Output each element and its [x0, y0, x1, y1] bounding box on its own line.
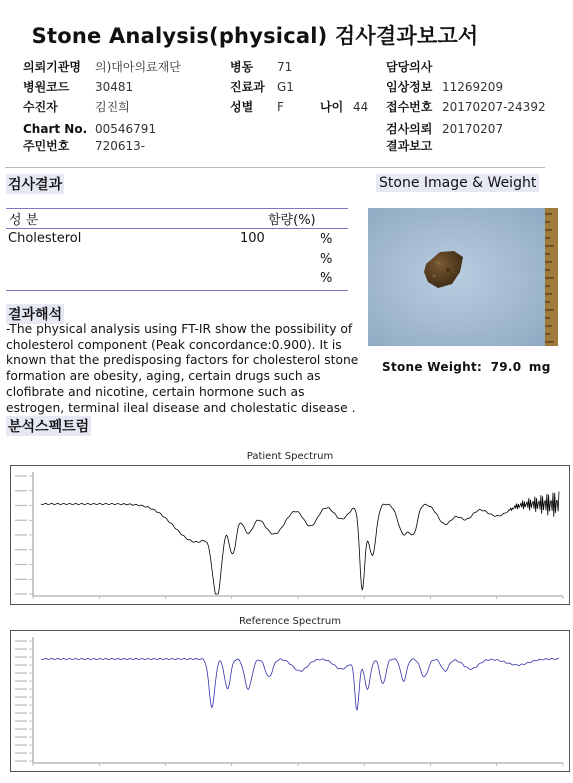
- report-date-label: 결과보고: [386, 139, 433, 153]
- stone-image-title: Stone Image & Weight: [376, 174, 539, 192]
- reference-spectrum-line: [41, 658, 559, 710]
- col-amount-header: 함량(%): [268, 213, 316, 228]
- result-row-3-unit: %: [320, 271, 333, 286]
- patient-spectrum-svg: [11, 466, 569, 604]
- clinical-info-value: 11269209: [442, 80, 504, 94]
- ward-value: 71: [277, 60, 293, 74]
- request-date-value: 20170207: [442, 122, 504, 136]
- age-label: 나이: [320, 100, 344, 114]
- stone-weight-value: 79.0: [490, 360, 522, 374]
- resident-no-label: 주민번호: [23, 139, 70, 153]
- results-header-rule: [6, 228, 348, 229]
- dept-value: G1: [277, 80, 294, 94]
- result-row-1-amount: 100: [240, 231, 265, 246]
- receipt-no-label: 접수번호: [386, 100, 433, 114]
- dept-label: 진료과: [230, 80, 265, 94]
- patient-spectrum-title: Patient Spectrum: [246, 451, 334, 462]
- result-row-1-component: Cholesterol: [8, 231, 82, 246]
- sex-value: F: [277, 100, 284, 114]
- chart-no-value: 00546791: [95, 122, 157, 136]
- reference-spectrum-plot: [10, 630, 570, 772]
- hospital-code-label: 병원코드: [23, 80, 70, 94]
- patient-value: 김진희: [95, 100, 130, 114]
- patient-spectrum-plot: [10, 465, 570, 605]
- institution-value: 의)대아의료재단: [95, 60, 181, 74]
- ward-label: 병동: [230, 60, 254, 74]
- stone-weight-unit: mg: [528, 360, 551, 374]
- header-divider: [5, 167, 545, 168]
- stone-weight: [382, 360, 551, 374]
- stone-photo: [368, 208, 558, 346]
- reference-spectrum-title: Reference Spectrum: [239, 616, 341, 627]
- chart-no-label: Chart No.: [23, 122, 88, 136]
- sex-label: 성별: [230, 100, 254, 114]
- institution-label: 의뢰기관명: [23, 60, 81, 74]
- interpretation-text: -The physical analysis using FT-IR show the possibility of cholesterol component (Peak concordance:0.900). It is known that the predisposing factors for cholesterol stone formation are obesity, aging, certain drugs such as clofibrate and nicotine, certain hormone such as estrogen, terminal ileal disease and cholestatic disease .: [6, 322, 359, 415]
- request-date-label: 검사의뢰: [386, 122, 433, 136]
- report-title: Stone Analysis(physical) 검사결과보고서: [31, 24, 479, 48]
- interpretation-title: 결과해석: [6, 304, 64, 324]
- reference-spectrum-svg: [11, 631, 569, 771]
- patient-label: 수진자: [23, 100, 58, 114]
- clinical-info-label: 임상정보: [386, 80, 433, 94]
- col-component-header: 성 분: [9, 213, 39, 228]
- stone-weight-label: Stone Weight:: [382, 360, 483, 374]
- results-bottom-rule: [6, 290, 348, 291]
- spectrum-section-title: 분석스펙트럼: [6, 416, 91, 436]
- result-row-2-unit: %: [320, 252, 333, 267]
- stone-photo-image: [368, 208, 558, 346]
- receipt-no-value: 20170207-24392: [442, 100, 546, 114]
- result-row-1-unit: %: [320, 232, 333, 247]
- patient-spectrum-line: [41, 492, 559, 594]
- doctor-label: 담당의사: [386, 60, 433, 74]
- resident-no-value: 720613-: [95, 139, 146, 153]
- results-section-title: 검사결과: [6, 174, 64, 194]
- hospital-code-value: 30481: [95, 80, 134, 94]
- age-value: 44: [353, 100, 369, 114]
